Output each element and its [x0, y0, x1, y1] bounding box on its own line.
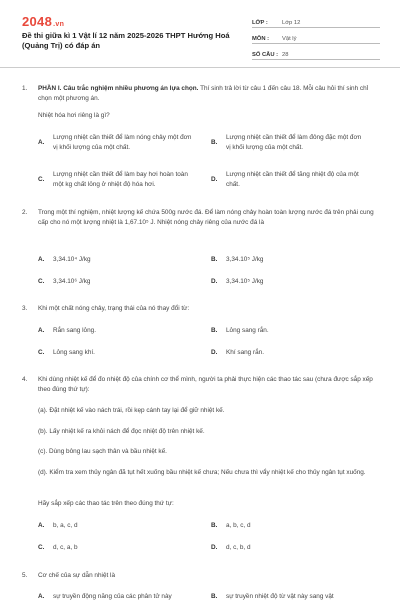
option-letter: C.	[38, 349, 45, 356]
option-letter: A.	[38, 256, 45, 263]
question-stem: Cơ chế của sự dẫn nhiệt là	[38, 572, 116, 579]
option-letter: B.	[211, 139, 218, 146]
option-letter: D.	[211, 278, 218, 285]
section-heading: PHẦN I. Câu trắc nghiệm nhiều phương án lựa chọn.	[38, 85, 199, 92]
meta-key: MÔN :	[252, 36, 270, 42]
statement-a: (a). Đặt nhiệt kế vào nách trái, rồi kẹp cánh tay lại để giữ nhiệt kế.	[38, 407, 225, 414]
meta-panel	[252, 14, 380, 62]
option-letter: D.	[211, 176, 218, 183]
option-text: a, b, c, d	[226, 522, 251, 529]
option-text: 3,34.10⁵ J/kg	[226, 256, 264, 263]
option-text: Lượng nhiệt cần thiết để làm đông đặc một đơn vị khối lượng của một chất.	[226, 134, 362, 151]
option-letter: B.	[211, 327, 218, 334]
meta-value: Vật lý	[282, 36, 297, 42]
meta-class-row	[252, 14, 380, 28]
option-letter: A.	[38, 593, 45, 600]
option-letter: A.	[38, 139, 45, 146]
question-stem: Khi dùng nhiệt kế để đo nhiệt độ của chính cơ thể mình, người ta phải thực hiện các thao tác sau (chưa được sắp xếp theo đúng thứ tự):	[38, 376, 373, 393]
option-letter: D.	[211, 544, 218, 551]
option-letter: C.	[38, 544, 45, 551]
option-text: Lỏng sang rắn.	[226, 327, 269, 334]
meta-value: 28	[282, 52, 289, 58]
question-number: 3.	[22, 305, 28, 312]
option-letter: D.	[211, 349, 218, 356]
option-letter: B.	[211, 593, 218, 600]
statement-d: (d). Kiểm tra xem thủy ngân đã tụt hết xuống bầu nhiệt kế chưa; Nếu chưa thì vẩy nhiệt kế cho thủy ngân tụt xuống.	[38, 469, 366, 476]
site-logo[interactable]	[22, 14, 64, 29]
option-letter: A.	[38, 522, 45, 529]
option-text: d, c, a, b	[53, 544, 78, 551]
option-text: Lượng nhiệt cần thiết để làm bay hơi hoàn toàn một kg chất lỏng ở nhiệt độ hóa hơi.	[53, 171, 188, 188]
option-text: Lỏng sang khí.	[53, 349, 95, 356]
option-text: b, a, c, d	[53, 522, 78, 529]
meta-key: SỐ CÂU :	[252, 52, 279, 58]
question-number: 1.	[22, 85, 28, 92]
option-text: d, c, b, d	[226, 544, 251, 551]
section-intro	[38, 84, 383, 104]
section-instructions: Thí sinh trả lời từ câu 1 đến câu 18. Mỗi câu hỏi thí sinh chỉ chọn một phương án.	[38, 85, 369, 102]
meta-subject-row	[252, 30, 380, 44]
logo-text: 2048	[22, 14, 53, 29]
option-letter: C.	[38, 278, 45, 285]
option-letter: A.	[38, 327, 45, 334]
meta-value: Lớp 12	[282, 20, 301, 26]
option-text: sự truyền nhiệt độ từ vật này sang vật	[226, 593, 334, 600]
statement-c: (c). Dùng bông lau sạch thân và bầu nhiệt kế.	[38, 448, 167, 455]
question-stem: Khi một chất nóng chảy, trạng thái của nó thay đổi từ:	[38, 305, 190, 312]
question-stem: Nhiệt hóa hơi riêng là gì?	[38, 112, 110, 119]
question-number: 4.	[22, 376, 28, 383]
document-title: Đề thi giữa kì 1 Vật lí 12 năm 2025-2026 THPT Hướng Hoá (Quảng Trị) có đáp án	[22, 31, 230, 50]
option-text: 3,34.10⁴ J/kg	[53, 256, 91, 263]
option-text: Lượng nhiệt cần thiết để làm nóng chảy một đơn vị khối lượng của một chất.	[53, 134, 192, 151]
question-stem: Trong một thí nghiệm, nhiệt lượng kế chứa 500g nước đá. Để làm nóng chảy hoàn toàn lượng nước đá trên phải cung cấp cho nó một lượng nhiệt là 1,67.10⁵ J. Nhiệt nóng chảy riêng của nước đá là	[38, 209, 374, 226]
header-divider	[0, 67, 400, 68]
option-letter: B.	[211, 522, 218, 529]
logo-suffix: .vn	[53, 21, 65, 28]
document-header	[0, 0, 400, 64]
option-text: Lượng nhiệt cần thiết để tăng nhiệt độ của một chất.	[226, 171, 359, 188]
meta-count-row	[252, 46, 380, 60]
meta-key: LỚP :	[252, 20, 268, 26]
option-text: 3,34.10⁶ J/kg	[53, 278, 91, 285]
option-letter: B.	[211, 256, 218, 263]
question-stem-2: Hãy sắp xếp các thao tác trên theo đúng thứ tự:	[38, 500, 174, 507]
option-text: 3,34.10⁵ J/kg	[226, 278, 264, 285]
option-text: Rắn sang lỏng.	[53, 327, 96, 334]
option-text: Khí sang rắn.	[226, 349, 265, 356]
option-letter: C.	[38, 176, 45, 183]
option-text: sự truyền động năng của các phân tử này	[53, 593, 172, 600]
question-number: 5.	[22, 572, 28, 579]
statement-b: (b). Lấy nhiệt kế ra khỏi nách để đọc nhiệt độ trên nhiệt kế.	[38, 428, 205, 435]
question-number: 2.	[22, 209, 28, 216]
